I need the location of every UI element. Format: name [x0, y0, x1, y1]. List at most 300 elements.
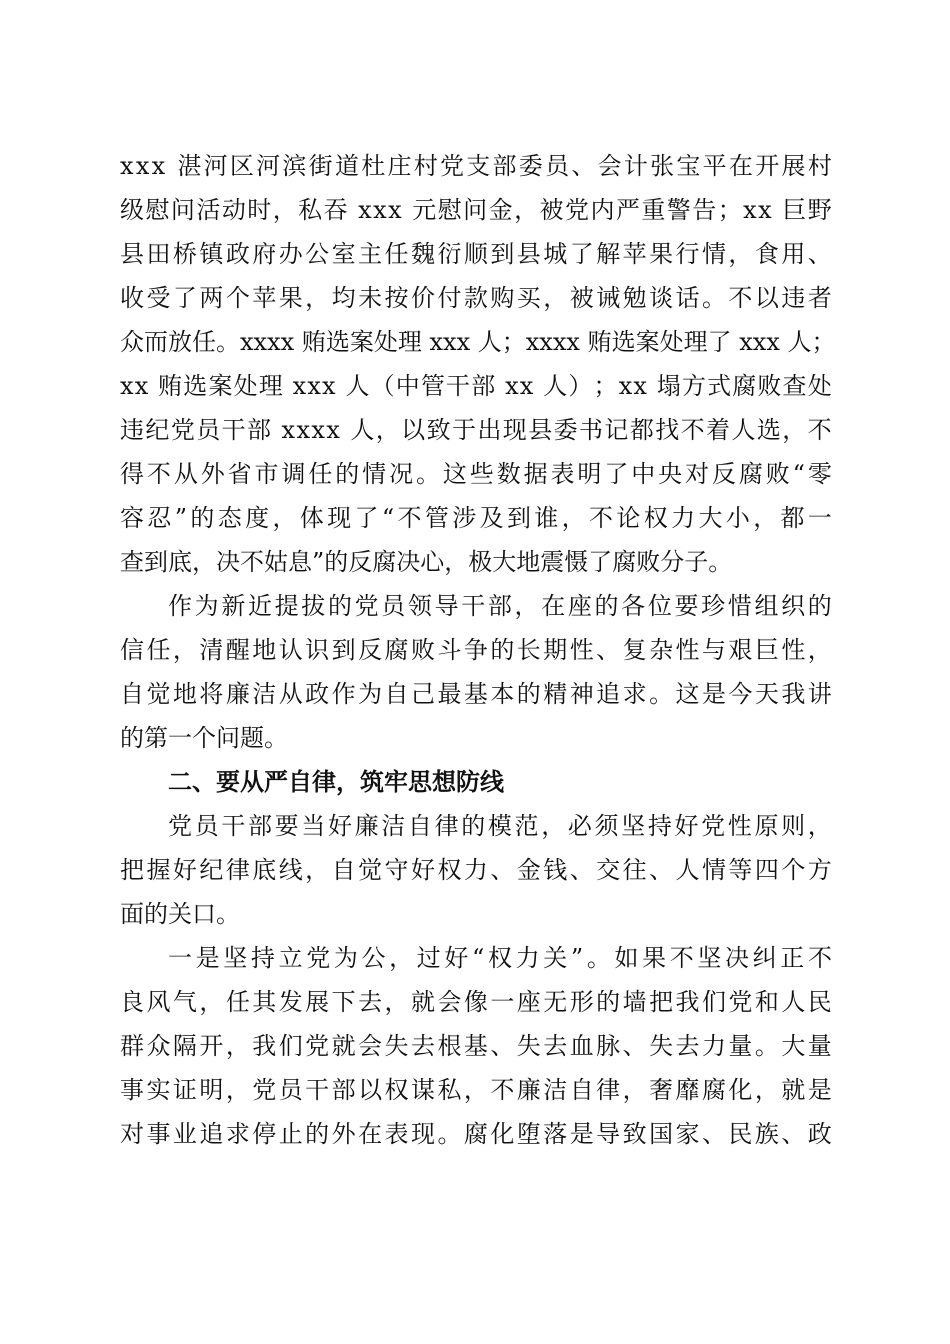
glyph: 脉: [596, 1032, 621, 1060]
glyph: 不: [728, 284, 753, 312]
glyph: 范: [514, 812, 539, 840]
glyph: 线: [278, 856, 303, 884]
glyph: 况: [389, 460, 414, 488]
text-line: [120, 980, 832, 1024]
glyph: 均: [331, 284, 356, 312]
glyph: 了: [707, 328, 732, 356]
glyph: 县: [120, 240, 144, 268]
glyph: 果: [642, 944, 667, 972]
glyph: 都: [629, 416, 654, 444]
glyph: 部: [492, 152, 517, 180]
glyph: 等: [728, 856, 753, 884]
text-line: [120, 452, 832, 496]
glyph: 私: [437, 1076, 462, 1104]
glyph: 两: [199, 284, 224, 312]
glyph: 认: [278, 636, 303, 664]
glyph: 行: [675, 240, 700, 268]
glyph: 党: [252, 1076, 277, 1104]
glyph: x: [519, 372, 534, 400]
glyph: ，: [305, 856, 330, 884]
glyph: 。: [437, 1120, 462, 1148]
glyph: 是: [807, 1076, 832, 1104]
glyph: 私: [298, 196, 323, 224]
glyph: 与: [701, 636, 726, 664]
glyph: 到: [331, 636, 356, 664]
glyph: 权: [487, 944, 512, 972]
glyph: 找: [655, 416, 680, 444]
text-line: [120, 496, 832, 540]
glyph: 未: [358, 284, 383, 312]
glyph: 被: [539, 196, 564, 224]
glyph: ，: [754, 1076, 779, 1104]
glyph: 村: [413, 152, 438, 180]
glyph: ；: [717, 196, 742, 224]
glyph: 纠: [752, 944, 777, 972]
glyph: 会: [437, 988, 462, 1016]
glyph: 大: [781, 1032, 806, 1060]
glyph: 员: [381, 592, 406, 620]
glyph: 塌: [656, 372, 681, 400]
glyph: 好: [444, 944, 469, 972]
glyph: 选: [183, 372, 208, 400]
glyph: 好: [674, 812, 699, 840]
glyph: 级: [120, 196, 144, 224]
glyph: 反: [711, 460, 736, 488]
glyph: 人: [731, 416, 756, 444]
glyph: ，: [561, 504, 586, 532]
glyph: 委: [553, 416, 578, 444]
glyph: 们: [278, 1032, 303, 1060]
glyph: 表: [384, 1120, 409, 1148]
glyph: 导: [596, 1120, 621, 1148]
glyph: 追: [199, 1120, 224, 1148]
glyph: x: [618, 372, 633, 400]
glyph: 河: [256, 152, 281, 180]
glyph: 任: [192, 328, 216, 356]
glyph: 作: [168, 592, 192, 620]
glyph: 会: [358, 1032, 383, 1060]
glyph: 城: [543, 240, 568, 268]
glyph: 握: [146, 856, 171, 884]
glyph: 理: [258, 372, 283, 400]
glyph: 腐: [384, 636, 409, 664]
glyph: 桥: [172, 240, 197, 268]
glyph: 府: [252, 240, 277, 268]
glyph: 宝: [676, 152, 701, 180]
glyph: 收: [120, 284, 144, 312]
glyph: 醒: [225, 636, 250, 664]
text-line: [120, 1024, 832, 1068]
glyph: [580, 320, 588, 364]
glyph: 其: [252, 988, 277, 1016]
text-line: 面的关口。: [120, 900, 240, 928]
glyph: ”: [570, 944, 584, 972]
glyph: 问: [170, 196, 195, 224]
glyph: 腐: [463, 1120, 488, 1148]
glyph: 党: [728, 988, 753, 1016]
glyph: x: [307, 372, 321, 400]
glyph: 家: [675, 1120, 700, 1148]
glyph: 就: [410, 988, 435, 1016]
glyph: 化: [490, 1120, 515, 1148]
glyph: x: [120, 152, 134, 180]
glyph: 党: [354, 592, 379, 620]
glyph: ，: [272, 504, 297, 532]
glyph: x: [739, 328, 753, 356]
glyph: ，: [807, 812, 832, 840]
glyph: 按: [384, 284, 409, 312]
glyph: 滨: [282, 152, 307, 180]
glyph: 洁: [252, 680, 277, 708]
glyph: 的: [596, 988, 621, 1016]
glyph: 腐: [732, 372, 757, 400]
glyph: 把: [649, 988, 674, 1016]
glyph: 村: [807, 152, 832, 180]
glyph: 觉: [146, 680, 171, 708]
glyph: 涉: [452, 504, 477, 532]
glyph: 警: [666, 196, 691, 224]
glyph: 力: [701, 1032, 726, 1060]
glyph: 导: [434, 592, 459, 620]
glyph: 吞: [323, 196, 348, 224]
paragraph: [120, 144, 836, 584]
glyph: 新: [221, 592, 246, 620]
glyph: 地: [172, 680, 197, 708]
glyph: ，: [543, 284, 568, 312]
glyph: 干: [221, 812, 246, 840]
glyph: 调: [281, 460, 306, 488]
glyph: 大: [698, 504, 723, 532]
glyph: 开: [755, 152, 780, 180]
glyph: [337, 364, 345, 408]
text-line: [120, 1068, 832, 1112]
glyph: 则: [781, 812, 806, 840]
glyph: 会: [597, 152, 622, 180]
glyph: 组: [754, 592, 779, 620]
paragraph: [120, 936, 832, 1156]
glyph: 个: [781, 856, 806, 884]
glyph: 性: [727, 812, 752, 840]
glyph: “: [792, 460, 805, 488]
glyph: x: [743, 196, 757, 224]
glyph: 必: [567, 812, 592, 840]
glyph: 精: [543, 680, 568, 708]
glyph: 对: [685, 460, 710, 488]
glyph: 天: [754, 680, 779, 708]
glyph: 处: [659, 328, 684, 356]
glyph: ”: [174, 504, 187, 532]
text-line: 的第一个问题。: [120, 724, 288, 752]
glyph: 得: [120, 460, 144, 488]
glyph: 、: [807, 240, 832, 268]
glyph: 些: [469, 460, 494, 488]
glyph: 一: [168, 944, 192, 972]
glyph: 主: [358, 240, 383, 268]
glyph: x: [311, 416, 325, 444]
glyph: [470, 320, 478, 364]
glyph: 贿: [301, 328, 326, 356]
glyph: 明: [199, 1076, 224, 1104]
glyph: ，: [622, 1076, 647, 1104]
glyph: 明: [577, 460, 602, 488]
glyph: 违: [120, 416, 144, 444]
glyph: 族: [754, 1120, 779, 1148]
glyph: 量: [807, 1032, 832, 1060]
glyph: x: [633, 372, 647, 400]
glyph: 解: [596, 240, 621, 268]
glyph: 处: [233, 372, 258, 400]
glyph: 拔: [301, 592, 326, 620]
glyph: 政: [225, 240, 250, 268]
glyph: 人: [675, 856, 700, 884]
glyph: 管: [420, 372, 445, 400]
glyph: 金: [488, 196, 513, 224]
glyph: 觉: [358, 856, 383, 884]
glyph: 中: [395, 372, 420, 400]
glyph: 金: [516, 856, 541, 884]
section-heading: [120, 760, 832, 804]
glyph: 体: [299, 504, 324, 532]
glyph: 、: [701, 1120, 726, 1148]
glyph: x: [388, 196, 402, 224]
glyph: 基: [463, 680, 488, 708]
glyph: 求: [225, 1120, 250, 1148]
glyph: 败: [410, 636, 435, 664]
glyph: 的: [516, 680, 541, 708]
glyph: 案: [208, 372, 233, 400]
glyph: 自: [331, 856, 356, 884]
glyph: 被: [569, 284, 594, 312]
glyph: 支: [466, 152, 491, 180]
glyph: ，: [172, 636, 197, 664]
glyph: 洁: [381, 812, 406, 840]
glyph: 把: [120, 856, 144, 884]
glyph: 好: [327, 812, 352, 840]
glyph: 败: [765, 460, 790, 488]
text-line: [120, 1112, 832, 1156]
glyph: 像: [463, 988, 488, 1016]
glyph: 去: [358, 988, 383, 1016]
text-line: [120, 672, 832, 716]
glyph: 争: [463, 636, 488, 664]
glyph: ，: [463, 1076, 488, 1104]
glyph: 将: [199, 680, 224, 708]
document-body: [120, 144, 836, 1156]
glyph: 理: [683, 328, 708, 356]
glyph: ，: [807, 636, 832, 664]
glyph: 不: [680, 416, 705, 444]
glyph: 选: [756, 416, 781, 444]
glyph: 无: [543, 988, 568, 1016]
glyph: 民: [728, 1120, 753, 1148]
glyph: x: [429, 328, 444, 356]
glyph: 人: [781, 988, 806, 1016]
glyph: ，: [389, 944, 414, 972]
glyph: 律: [596, 1076, 621, 1104]
glyph: 湛: [177, 152, 202, 180]
glyph: x: [135, 152, 150, 180]
glyph: [496, 364, 504, 408]
glyph: 表: [550, 460, 575, 488]
glyph: 式: [707, 372, 732, 400]
glyph: 县: [528, 416, 553, 444]
glyph: 力: [515, 944, 540, 972]
glyph: x: [134, 372, 149, 400]
glyph: 果: [278, 284, 303, 312]
glyph: 群: [120, 1032, 144, 1060]
glyph: 现: [502, 416, 527, 444]
glyph: 款: [463, 284, 488, 312]
glyph: 去: [410, 1032, 435, 1060]
glyph: “: [381, 504, 395, 532]
glyph: 。: [701, 284, 726, 312]
glyph: 情: [701, 856, 726, 884]
glyph: 贿: [158, 372, 183, 400]
glyph: 廉: [354, 812, 379, 840]
glyph: 开: [199, 1032, 224, 1060]
glyph: 查: [782, 372, 807, 400]
glyph: 党: [701, 812, 726, 840]
glyph: 艰: [728, 636, 753, 664]
glyph: 我: [675, 988, 700, 1016]
glyph: 织: [781, 592, 806, 620]
glyph: [422, 320, 430, 364]
glyph: 一: [490, 988, 515, 1016]
text-line: [120, 584, 832, 628]
glyph: 讲: [807, 680, 832, 708]
glyph: 、: [490, 856, 515, 884]
glyph: 为: [333, 944, 358, 972]
glyph: 部: [331, 1076, 356, 1104]
glyph: 往: [622, 856, 647, 884]
glyph: 苹: [622, 240, 647, 268]
glyph: 道: [334, 152, 359, 180]
glyph: [780, 320, 788, 364]
glyph: 庄: [387, 152, 412, 180]
glyph: ，: [384, 988, 409, 1016]
glyph: 人: [350, 416, 375, 444]
glyph: 食: [754, 240, 779, 268]
glyph: 据: [523, 460, 548, 488]
glyph: 众: [146, 1032, 171, 1060]
glyph: 部: [247, 416, 272, 444]
glyph: 就: [331, 1032, 356, 1060]
glyph: ，: [199, 988, 224, 1016]
glyph: x: [120, 372, 134, 400]
glyph: 外: [331, 1120, 356, 1148]
glyph: 张: [650, 152, 675, 180]
glyph: 权: [643, 504, 668, 532]
glyph: 委: [518, 152, 543, 180]
glyph: [167, 144, 175, 188]
glyph: 不: [807, 416, 832, 444]
glyph: 我: [252, 1032, 277, 1060]
glyph: ，: [272, 196, 297, 224]
glyph: 坚: [697, 944, 722, 972]
text-line: [120, 804, 832, 848]
glyph: 政: [807, 1120, 832, 1148]
glyph: 守: [384, 856, 409, 884]
glyph: “: [472, 944, 485, 972]
glyph: 、: [781, 1120, 806, 1148]
glyph: 镇: [199, 240, 224, 268]
glyph: 。: [586, 944, 611, 972]
glyph: 的: [461, 812, 486, 840]
glyph: x: [752, 328, 767, 356]
glyph: 坚: [621, 812, 646, 840]
glyph: 正: [780, 944, 805, 972]
glyph: 的: [594, 592, 619, 620]
glyph: [341, 408, 349, 452]
paragraph: [120, 584, 832, 760]
glyph: 都: [780, 504, 805, 532]
glyph: 小: [725, 504, 750, 532]
text-line: [120, 848, 832, 892]
glyph: 最: [437, 680, 462, 708]
glyph: 洁: [543, 1076, 568, 1104]
glyph: x: [766, 328, 780, 356]
glyph: 街: [308, 152, 333, 180]
glyph: 论: [616, 504, 641, 532]
glyph: 不: [490, 1076, 515, 1104]
glyph: 惜: [727, 592, 752, 620]
glyph: 众: [120, 328, 144, 356]
text-line: [120, 320, 836, 364]
glyph: 任: [308, 460, 333, 488]
glyph: 去: [543, 1032, 568, 1060]
glyph: 律: [434, 812, 459, 840]
glyph: 的: [335, 460, 360, 488]
glyph: 提: [274, 592, 299, 620]
glyph: 交: [596, 856, 621, 884]
glyph: 力: [671, 504, 696, 532]
glyph: x: [292, 372, 307, 400]
glyph: 巨: [754, 636, 779, 664]
glyph: 国: [649, 1120, 674, 1148]
glyph: ，: [225, 1076, 250, 1104]
glyph: 忍: [147, 504, 172, 532]
glyph: 室: [331, 240, 356, 268]
glyph: 员: [196, 416, 221, 444]
glyph: 谁: [534, 504, 559, 532]
glyph: 腐: [738, 460, 763, 488]
glyph: 一: [807, 504, 832, 532]
glyph: 及: [479, 504, 504, 532]
glyph: 的: [190, 504, 215, 532]
glyph: 是: [569, 1120, 594, 1148]
glyph: x: [358, 196, 372, 224]
glyph: 中: [631, 460, 656, 488]
glyph: 止: [278, 1120, 303, 1148]
glyph: 告: [692, 196, 717, 224]
glyph: 情: [362, 460, 387, 488]
glyph: 受: [146, 284, 171, 312]
glyph: 失: [649, 1032, 674, 1060]
glyph: [773, 188, 781, 232]
glyph: 出: [477, 416, 502, 444]
glyph: 书: [579, 416, 603, 444]
glyph: ，: [753, 504, 778, 532]
glyph: 复: [622, 636, 647, 664]
glyph: 活: [196, 196, 221, 224]
glyph: 如: [614, 944, 639, 972]
glyph: 纪: [145, 416, 170, 444]
glyph: 任: [225, 988, 250, 1016]
glyph: 平: [702, 152, 727, 180]
glyph: 过: [416, 944, 441, 972]
glyph: 要: [274, 812, 299, 840]
glyph: 化: [728, 1076, 753, 1104]
